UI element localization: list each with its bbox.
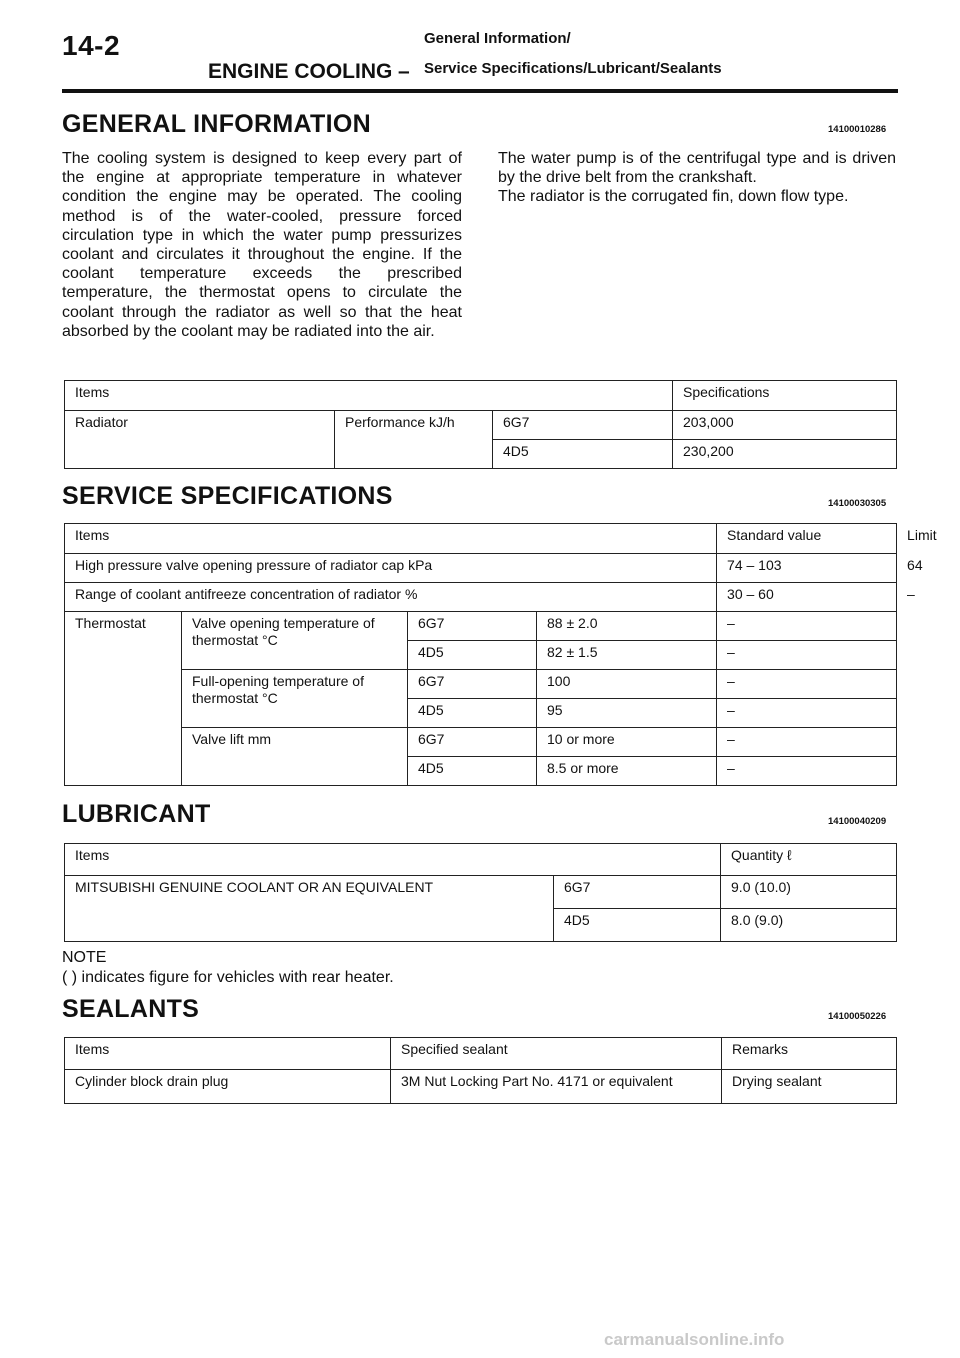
lubricant-table — [64, 843, 897, 942]
table-header-items: Items — [65, 524, 717, 554]
sealant-specified: 3M Nut Locking Part No. 4171 or equivalent — [391, 1070, 722, 1104]
limit-cell: – — [717, 670, 897, 699]
general-information-left-paragraph: The cooling system is designed to keep every part of the engine at appropriate temperature in whatever condition the engine may be operated. The cooling method is of the water-cooled, pressure forced circulation type in which the water pump pressurizes coolant and circulates it throughout the engine. If the coolant temperature exceeds the prescribed temperature, the thermostat opens to circulate the coolant through the radiator as well so that the heat absorbed by the coolant may be radiated into the air. — [62, 150, 462, 340]
header-rule — [62, 89, 898, 93]
cap-pressure-standard: 74 – 103 — [717, 554, 897, 583]
standard-value-cell: 100 — [537, 670, 717, 699]
general-information-right-paragraph-2: The radiator is the corrugated fin, down flow type. — [498, 188, 849, 205]
service-specifications-table: Items Standard value Limit High pressure valve opening pressure of radiator cap kPa 74 – 103 64 Range of coolant antifreeze concentration of radiator % 30 – 60 – Thermostat Valve opening temperature of thermostat °C 6G7 88 ± 2.0 – 4D5 82 ± 1.5 – Full-opening temperature of thermostat °C 6G7 100 – 4D5 95 – Valve lift mm 6G7 10 or more – 4D5 8.5 or more – — [64, 523, 897, 786]
chapter-dash: – — [398, 60, 410, 83]
engine-cell: 4D5 — [493, 440, 673, 469]
service-specifications-title: SERVICE SPECIFICATIONS — [62, 482, 393, 510]
limit-cell: – — [717, 757, 897, 786]
engine-cell: 6G7 — [554, 876, 721, 909]
standard-value-cell: 10 or more — [537, 728, 717, 757]
table-header-items: Items — [65, 844, 721, 876]
standard-value-cell: 8.5 or more — [537, 757, 717, 786]
engine-cell: 4D5 — [554, 909, 721, 942]
table-header-specifications: Specifications — [673, 381, 897, 411]
engine-cell: 6G7 — [408, 670, 537, 699]
thermostat-group-label: Valve opening temperature of thermostat °C — [182, 612, 408, 670]
table-header-items: Items — [65, 381, 673, 411]
radiator-spec-table — [64, 380, 897, 469]
thermostat-label: Thermostat — [65, 612, 182, 786]
service-specifications-code: 14100030305 — [828, 498, 887, 509]
quantity-cell: 9.0 (10.0) — [721, 876, 897, 909]
radiator-sub-item: Performance kJ/h — [335, 411, 493, 469]
page-number: 14-2 — [62, 30, 121, 61]
engine-cell: 6G7 — [493, 411, 673, 440]
thermostat-group-label: Valve lift mm — [182, 728, 408, 786]
watermark: carmanualsonline.info — [604, 1330, 785, 1349]
standard-value-cell: 88 ± 2.0 — [537, 612, 717, 641]
standard-value-cell: 82 ± 1.5 — [537, 641, 717, 670]
note-text: ( ) indicates figure for vehicles with rear heater. — [62, 969, 394, 986]
antifreeze-label: Range of coolant antifreeze concentration of radiator % — [65, 583, 717, 612]
engine-cell: 4D5 — [408, 641, 537, 670]
general-information-title: GENERAL INFORMATION — [62, 110, 371, 138]
sealants-code: 14100050226 — [828, 1011, 887, 1022]
standard-value-cell: 95 — [537, 699, 717, 728]
lubricant-title: LUBRICANT — [62, 800, 211, 828]
section-subtitle-line2: Service Specifications/Lubricant/Sealants — [424, 60, 722, 77]
table-header-remarks: Remarks — [722, 1038, 897, 1070]
cap-pressure-label: High pressure valve opening pressure of radiator cap kPa — [65, 554, 717, 583]
general-information-code: 14100010286 — [828, 124, 887, 135]
table-header-quantity: Quantity ℓ — [721, 844, 897, 876]
antifreeze-standard: 30 – 60 — [717, 583, 897, 612]
section-subtitle-line1: General Information/ — [424, 30, 571, 47]
table-header-items: Items — [65, 1038, 391, 1070]
thermostat-group-label: Full-opening temperature of thermostat °C — [182, 670, 408, 728]
note-title: NOTE — [62, 949, 107, 966]
sealants-title: SEALANTS — [62, 995, 200, 1023]
spec-value-cell: 230,200 — [673, 440, 897, 469]
lubricant-item: MITSUBISHI GENUINE COOLANT OR AN EQUIVALENT — [65, 876, 554, 942]
general-information-right-paragraph-1: The water pump is of the centrifugal type and is driven by the drive belt from the crankshaft. — [498, 150, 896, 187]
sealant-item: Cylinder block drain plug — [65, 1070, 391, 1104]
limit-cell: – — [717, 612, 897, 641]
engine-cell: 4D5 — [408, 699, 537, 728]
quantity-cell: 8.0 (9.0) — [721, 909, 897, 942]
sealant-remarks: Drying sealant — [722, 1070, 897, 1104]
engine-cell: 6G7 — [408, 612, 537, 641]
engine-cell: 4D5 — [408, 757, 537, 786]
engine-cell: 6G7 — [408, 728, 537, 757]
sealants-table — [64, 1037, 897, 1104]
limit-cell: – — [717, 699, 897, 728]
lubricant-code: 14100040209 — [828, 816, 887, 827]
table-header-standard: Standard value — [717, 524, 897, 554]
spec-value-cell: 203,000 — [673, 411, 897, 440]
chapter-title: ENGINE COOLING — [208, 60, 393, 83]
limit-cell: – — [717, 641, 897, 670]
limit-cell: – — [717, 728, 897, 757]
radiator-item: Radiator — [65, 411, 335, 469]
table-header-specified-sealant: Specified sealant — [391, 1038, 722, 1070]
